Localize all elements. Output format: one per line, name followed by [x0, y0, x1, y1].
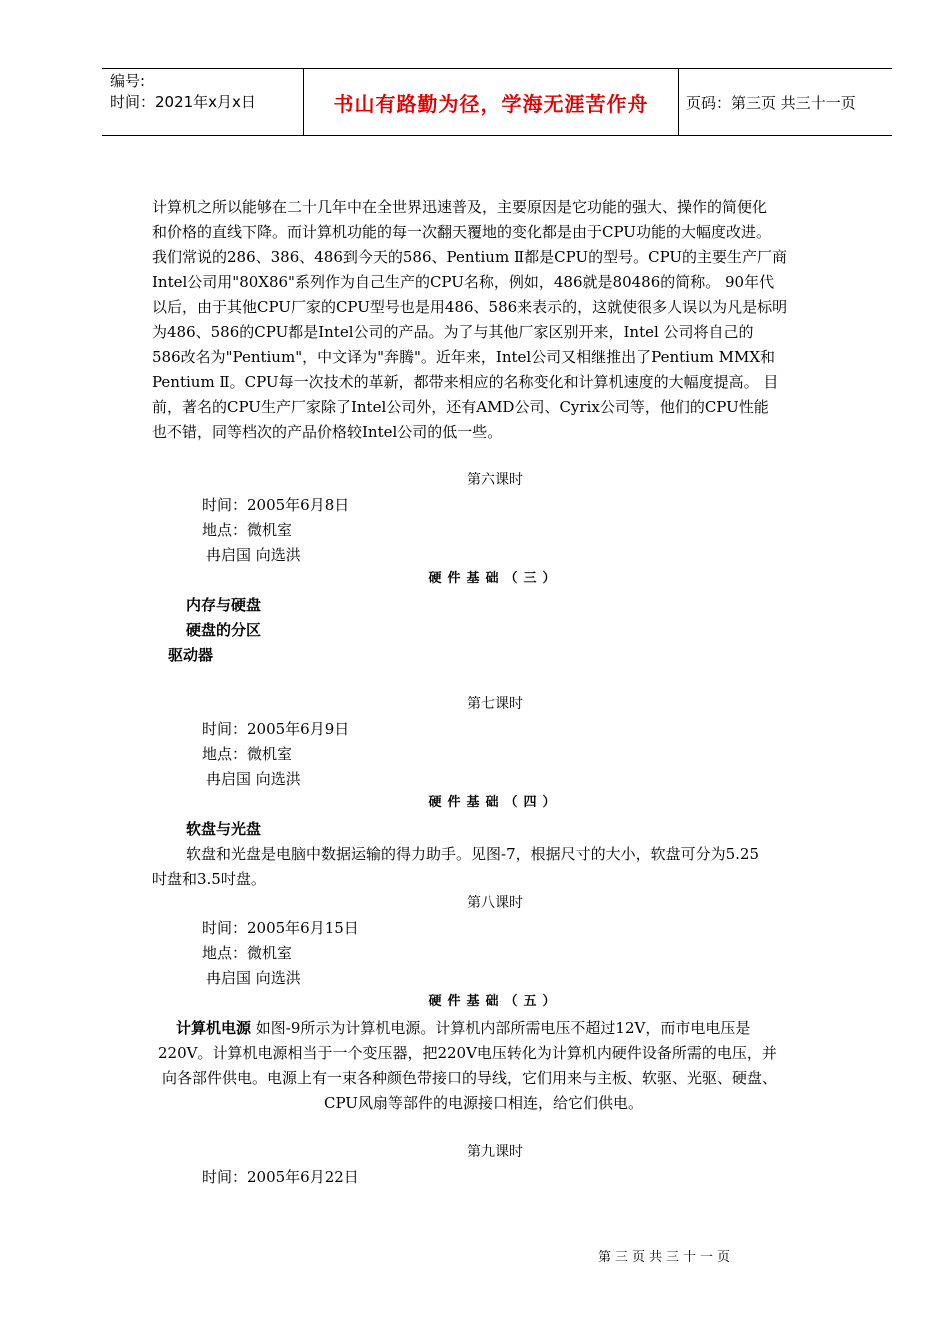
lesson-title: 第七课时 — [467, 696, 523, 712]
lesson-time: 时间：2005年6月8日 — [202, 496, 350, 514]
intro-line: 计算机之所以能够在二十几年中在全世界迅速普及，主要原因是它功能的强大、操作的简便化 — [152, 198, 768, 216]
header-left — [110, 71, 302, 113]
body-line: 220V。计算机电源相当于一个变压器，把220V电压转化为计算机内硬件设备所需的电压，并 — [158, 1044, 777, 1062]
lesson-time: 时间：2005年6月9日 — [202, 720, 350, 738]
lesson-place: 地点：微机室 — [202, 521, 293, 539]
lesson-place: 地点：微机室 — [202, 944, 293, 962]
page-footer: 第三页共三十一页 — [598, 1250, 735, 1265]
intro-line: 我们常说的286、386、486到今天的586、Pentium Ⅱ都是CPU的型号。CPU的主要生产厂商 — [152, 248, 788, 266]
topic-heading: 软盘与光盘 — [186, 820, 262, 838]
topic-heading: 驱动器 — [168, 646, 214, 664]
lesson-place: 地点：微机室 — [202, 745, 293, 763]
body-line: 向各部件供电。电源上有一束各种颜色带接口的导线，它们用来与主板、软驱、光驱、硬盘、 — [162, 1069, 778, 1087]
section-heading: 硬件基础（三） — [428, 571, 562, 586]
intro-line: Intel公司用"80X86"系列作为自己生产的CPU名称，例如，486就是80486的简称。 90年代 — [152, 273, 775, 291]
intro-line: 为486、586的CPU都是Intel公司的产品。为了与其他厂家区别开来，Intel 公司将自己的 — [152, 323, 754, 341]
body-text: 如图-9所示为计算机电源。计算机内部所需电压不超过12V，而市电电压是 — [251, 1019, 751, 1037]
body-line: 吋盘和3.5吋盘。 — [152, 870, 266, 888]
lesson-teachers: 冉启国 向选洪 — [206, 969, 301, 987]
lesson-title: 第九课时 — [467, 1144, 523, 1160]
body-line: 软盘和光盘是电脑中数据运输的得力助手。见图-7，根据尺寸的大小，软盘可分为5.25 — [186, 845, 760, 863]
intro-line: 586改名为"Pentium"，中文译为"奔腾"。近年来，Intel公司又相继推出了Pentium MMX和 — [152, 348, 776, 366]
topic-heading: 计算机电源 — [176, 1019, 252, 1037]
lesson-time: 时间：2005年6月22日 — [202, 1168, 359, 1186]
section-heading: 硬件基础（五） — [428, 994, 562, 1009]
intro-line: 前，著名的CPU生产厂家除了Intel公司外，还有AMD公司、Cyrix公司等，他们的CPU性能 — [152, 398, 769, 416]
topic-heading: 硬盘的分区 — [186, 621, 262, 639]
document-time-label: 时间：2021年x月x日 — [110, 93, 256, 111]
page-header — [102, 68, 892, 136]
document-number-label: 编号: — [110, 72, 146, 90]
intro-line: 以后，由于其他CPU厂家的CPU型号也是用486、586来表示的，这就使很多人误以为凡是标明 — [152, 298, 788, 316]
body-line: CPU风扇等部件的电源接口相连，给它们供电。 — [324, 1094, 643, 1112]
header-motto: 书山有路勤为径，学海无涯苦作舟 — [333, 91, 649, 116]
body-line — [176, 1016, 750, 1041]
lesson-title: 第六课时 — [467, 472, 523, 488]
lesson-teachers: 冉启国 向选洪 — [206, 770, 301, 788]
section-heading: 硬件基础（四） — [428, 795, 562, 810]
lesson-time: 时间：2005年6月15日 — [202, 919, 359, 937]
header-page-label: 页码：第三页 共三十一页 — [686, 93, 856, 112]
intro-paragraph — [152, 195, 832, 445]
intro-line: Pentium Ⅱ。CPU每一次技术的革新，都带来相应的名称变化和计算机速度的大幅度提高。 目 — [152, 373, 779, 391]
topic-heading: 内存与硬盘 — [186, 596, 262, 614]
intro-line: 和价格的直线下降。而计算机功能的每一次翻天覆地的变化都是由于CPU功能的大幅度改进。 — [152, 223, 771, 241]
header-divider — [678, 69, 679, 135]
lesson-title: 第八课时 — [467, 895, 523, 911]
lesson-teachers: 冉启国 向选洪 — [206, 546, 301, 564]
intro-line: 也不错，同等档次的产品价格较Intel公司的低一些。 — [152, 423, 503, 441]
